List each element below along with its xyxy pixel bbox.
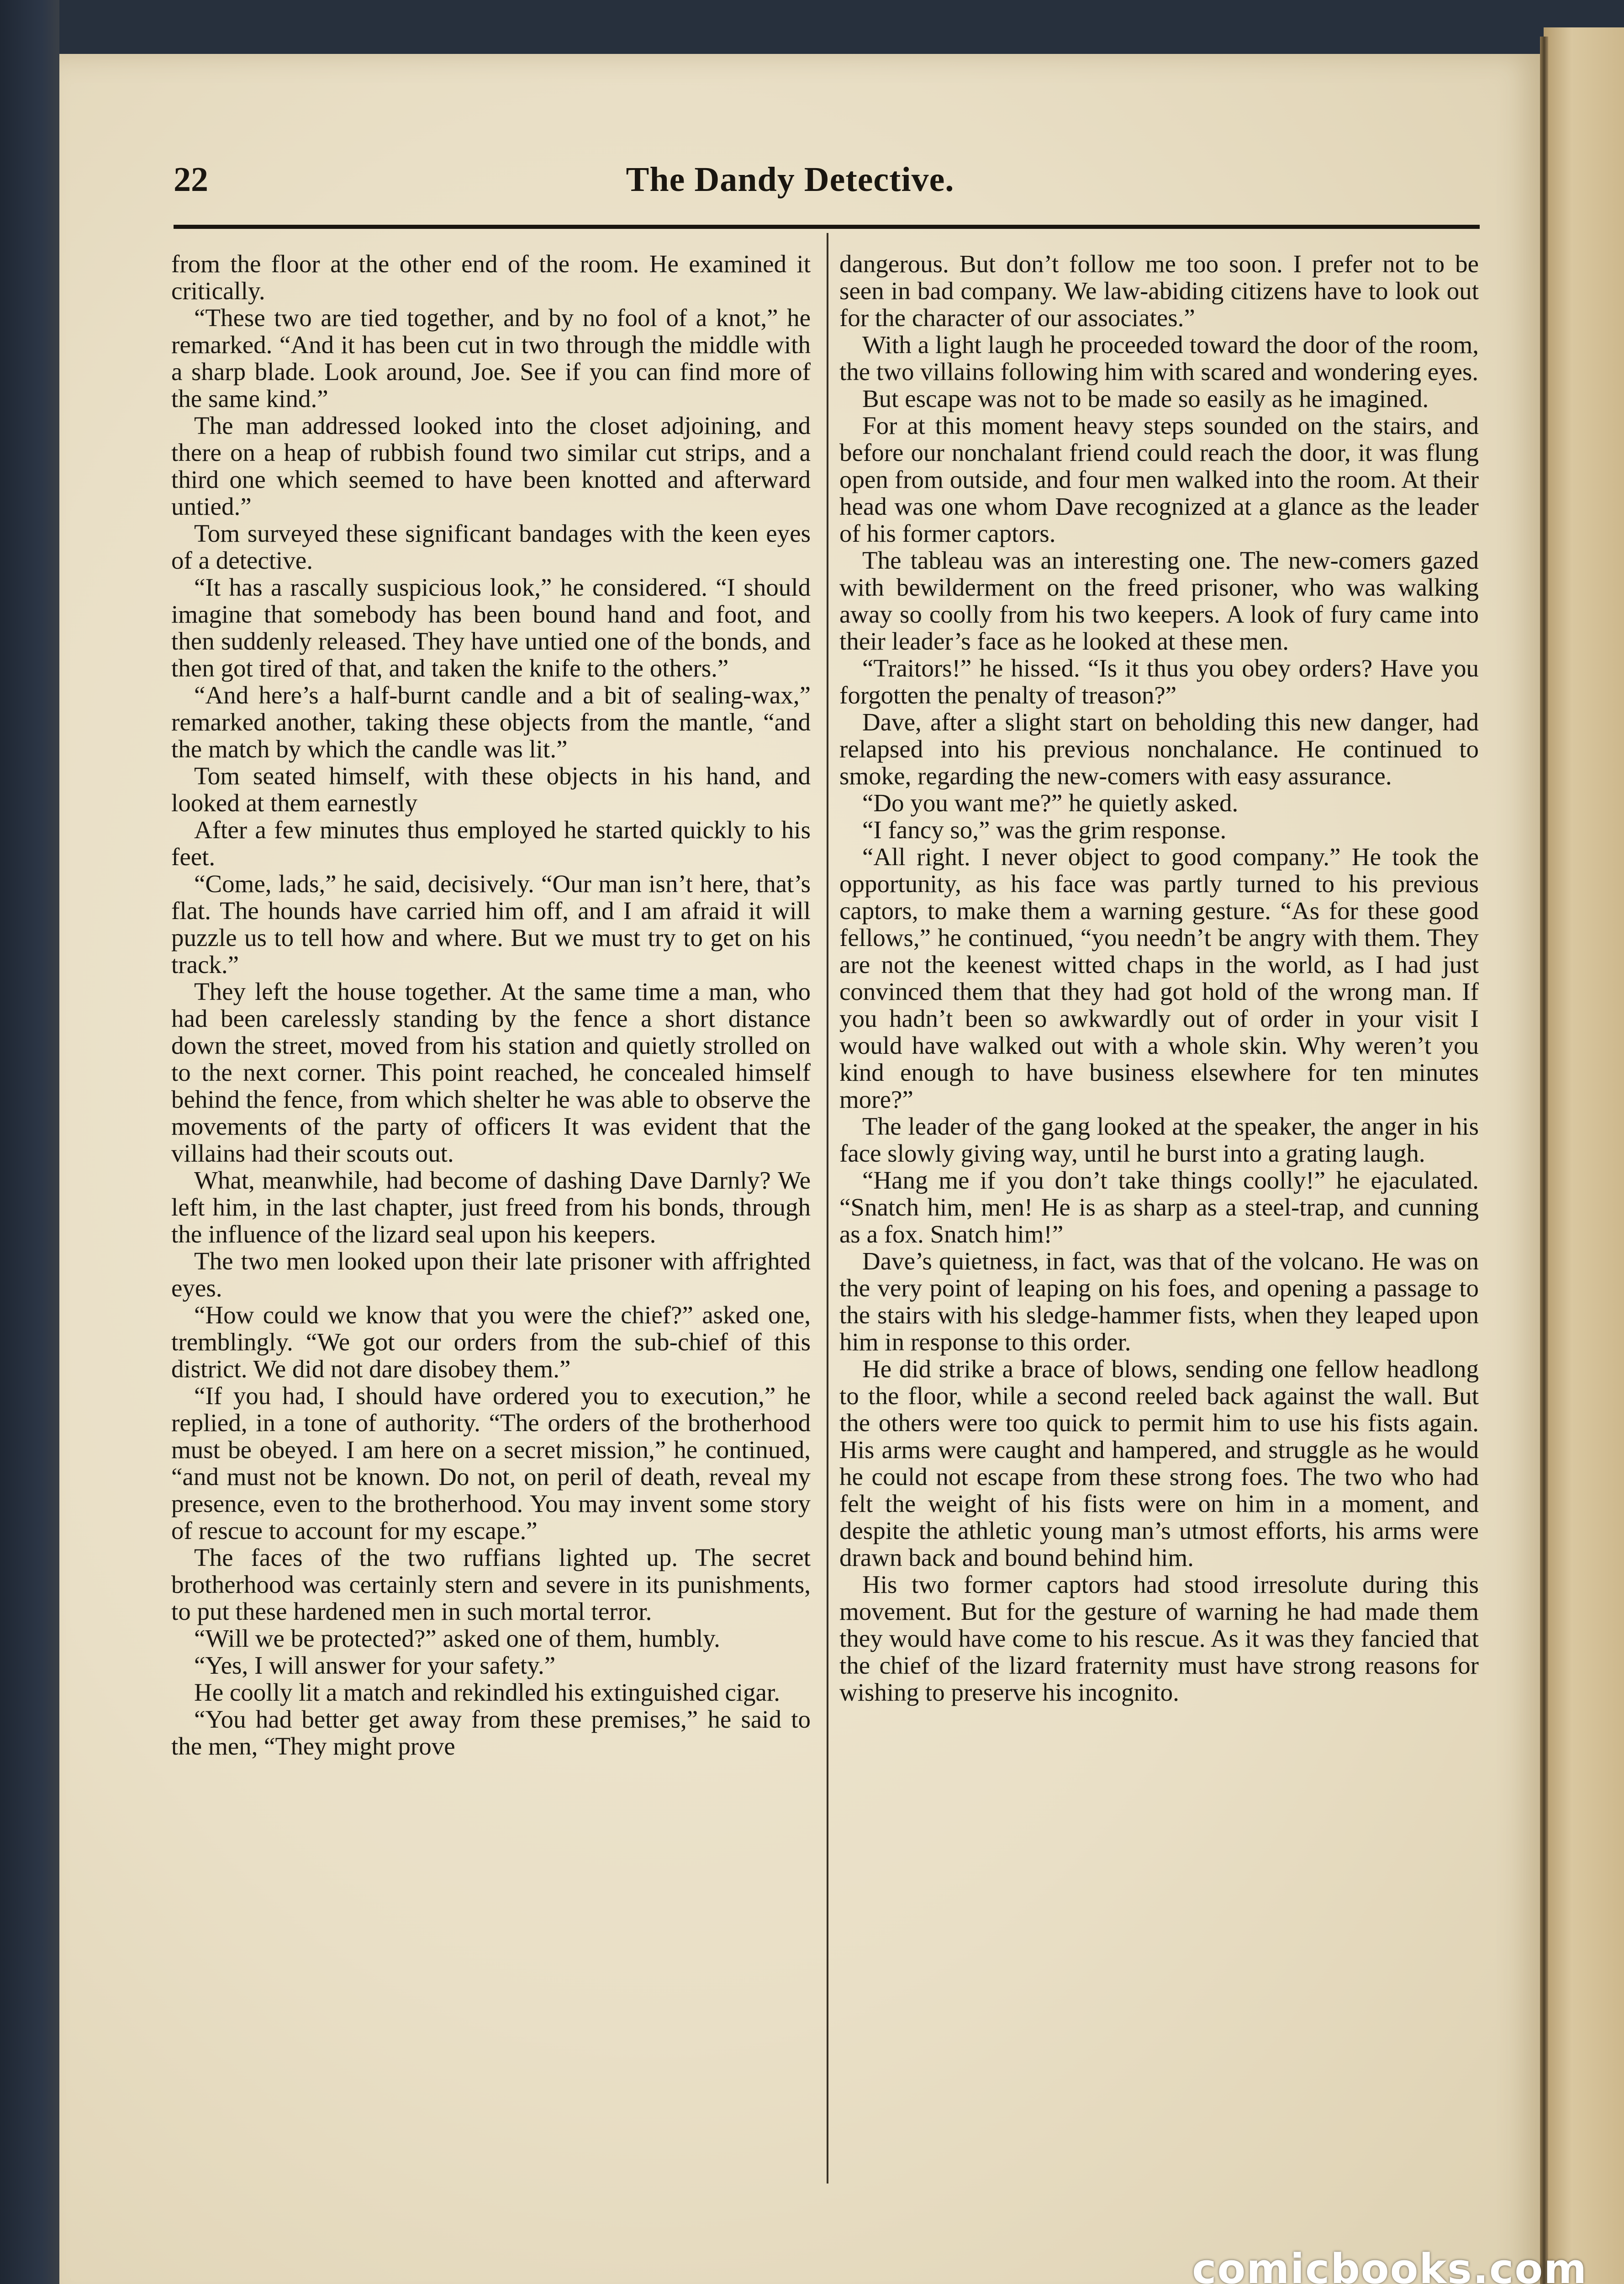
- paragraph: For at this moment heavy steps sounded on the stairs, and before our nonchalant friend could reach the door, it was flung open from outside, and four men walked into the room. At their head was one whom Dave recognized at a glance as the leader of his former captors.: [839, 412, 1479, 547]
- paragraph: The man addressed looked into the closet adjoining, and there on a heap of rubbish found two similar cut strips, and a third one which seemed to have been knotted and afterward untied.”: [171, 412, 811, 520]
- paragraph: Dave, after a slight start on beholding this new danger, had relapsed into his previous nonchalance. He continued to smoke, regarding the new-comers with easy assurance.: [839, 708, 1479, 790]
- paragraph: “Do you want me?” he quietly asked.: [862, 789, 1239, 817]
- paragraph: After a few minutes thus employed he started quickly to his feet.: [171, 816, 811, 871]
- paragraph: “Traitors!” he hissed. “Is it thus you obey orders? Have you forgotten the penalty of treason?”: [839, 654, 1479, 709]
- paragraph: The tableau was an interesting one. The new-comers gazed with bewilderment on the freed prisoner, who was walking away so coolly from his two keepers. A look of fury came into their leader’s face as he looked at these men.: [839, 546, 1479, 655]
- paragraph: “These two are tied together, and by no fool of a knot,” he remarked. “And it has been cut in two through the middle with a sharp blade. Look around, Joe. See if you can find more of the same kind.”: [171, 304, 811, 412]
- paragraph: from the floor at the other end of the room. He examined it critically.: [171, 250, 811, 305]
- binding-spine: [0, 0, 59, 2284]
- paragraph: They left the house together. At the same time a man, who had been carelessly standing by the fence a short distance down the street, moved from his station and quietly strolled on to the next corner. This point reached, he concealed himself behind the fence, from which shelter he was able to observe the movements of the party of officers It was evident that the villains had their scouts out.: [171, 978, 811, 1167]
- paragraph: Tom seated himself, with these objects in his hand, and looked at them earnestly: [171, 762, 811, 817]
- paragraph: With a light laugh he proceeded toward the door of the room, the two villains following him with scared and wondering eyes.: [839, 331, 1479, 386]
- paragraph: “Yes, I will answer for your safety.”: [194, 1651, 556, 1679]
- right-column: [839, 250, 1479, 1706]
- paragraph: “All right. I never object to good company.” He took the opportunity, as his face was partly turned to his previous captors, to make them a warning gesture. “As for these good fellows,” he continued, “you needn’t be angry with them. They are not the keenest witted chaps in the world, as I had just convinced them that they had got hold of the wrong man. If you hadn’t been so awkwardly out of order in your visit I would have walked out with a whole skin. Why weren’t you kind enough to have business elsewhere for ten minutes more?”: [839, 843, 1479, 1113]
- paragraph: He coolly lit a match and rekindled his extinguished cigar.: [194, 1678, 780, 1706]
- paragraph: The two men looked upon their late prisoner with affrighted eyes.: [171, 1247, 811, 1302]
- page-number: 22: [174, 160, 208, 199]
- paragraph: Tom surveyed these significant bandages with the keen eyes of a detective.: [171, 519, 811, 574]
- left-column: [171, 250, 811, 1760]
- page-gutter: [1540, 37, 1548, 2284]
- paragraph: “I fancy so,” was the grim response.: [862, 816, 1227, 844]
- paragraph: Dave’s quietness, in fact, was that of the volcano. He was on the very point of leaping on his foes, and opening a passage to the stairs with his sledge-hammer fists, when they leaped upon him in response to this order.: [839, 1247, 1479, 1356]
- paragraph: But escape was not to be made so easily as he imagined.: [862, 385, 1429, 412]
- paragraph: “You had better get away from these premises,” he said to the men, “They might prove: [171, 1705, 811, 1760]
- paragraph: “It has a rascally suspicious look,” he considered. “I should imagine that somebody has been bound hand and foot, and then suddenly released. They have untied one of the bonds, and then got tired of that, and taken the knife to the others.”: [171, 573, 811, 682]
- paragraph: The leader of the gang looked at the speaker, the anger in his face slowly giving way, until he burst into a grating laugh.: [839, 1112, 1479, 1167]
- paragraph: “Come, lads,” he said, decisively. “Our man isn’t here, that’s flat. The hounds have carried him off, and I am afraid it will puzzle us to tell how and where. But we must try to get on his track.”: [171, 870, 811, 978]
- paragraph: dangerous. But don’t follow me too soon. I prefer not to be seen in bad company. We law-abiding citizens have to look out for the character of our associates.”: [839, 250, 1479, 332]
- paragraph: The faces of the two ruffians lighted up. The secret brotherhood was certainly stern and severe in its punishments, to put these hardened men in such mortal terror.: [171, 1544, 811, 1625]
- paragraph: “If you had, I should have ordered you to execution,” he replied, in a tone of authority. “The orders of the brotherhood must be obeyed. I am here on a secret mission,” he continued, “and must not be known. Do not, on peril of death, reveal my presence, even to the brotherhood. You may invent some story of rescue to account for my escape.”: [171, 1382, 811, 1544]
- page-header: [100, 160, 1480, 219]
- paragraph: “Will we be protected?” asked one of them, humbly.: [194, 1624, 720, 1652]
- adjacent-page-edge: [1544, 27, 1624, 2284]
- paragraph: “Hang me if you don’t take things coolly!” he ejaculated. “Snatch him, men! He is as sharp as a steel-trap, and cunning as a fox. Snatch him!”: [839, 1166, 1479, 1248]
- site-watermark: comicbooks.com: [1192, 2245, 1587, 2284]
- paragraph: He did strike a brace of blows, sending one fellow headlong to the floor, while a second reeled back against the wall. But the others were too quick to permit him to use his fists again. His arms were caught and hampered, and struggle as he would he could not escape from these strong foes. The two who had felt the weight of his fists were on him in a moment, and despite the athletic young man’s utmost efforts, his arms were drawn back and bound behind him.: [839, 1355, 1479, 1571]
- paragraph: “And here’s a half-burnt candle and a bit of sealing-wax,” remarked another, taking these objects from the mantle, “and the match by which the candle was lit.”: [171, 681, 811, 763]
- paragraph: “How could we know that you were the chief?” asked one, tremblingly. “We got our orders from the sub-chief of this district. We did not dare disobey them.”: [171, 1301, 811, 1383]
- paragraph: His two former captors had stood irresolute during this movement. But for the gesture of warning he had made them they would have come to his rescue. As it was they fancied that the chief of the lizard fraternity must have strong reasons for wishing to preserve his incognito.: [839, 1570, 1479, 1706]
- header-rule: [174, 225, 1480, 229]
- running-title: The Dandy Detective.: [626, 160, 954, 199]
- column-divider: [827, 233, 828, 2184]
- paragraph: What, meanwhile, had become of dashing Dave Darnly? We left him, in the last chapter, just freed from his bonds, through the influence of the lizard seal upon his keepers.: [171, 1166, 811, 1248]
